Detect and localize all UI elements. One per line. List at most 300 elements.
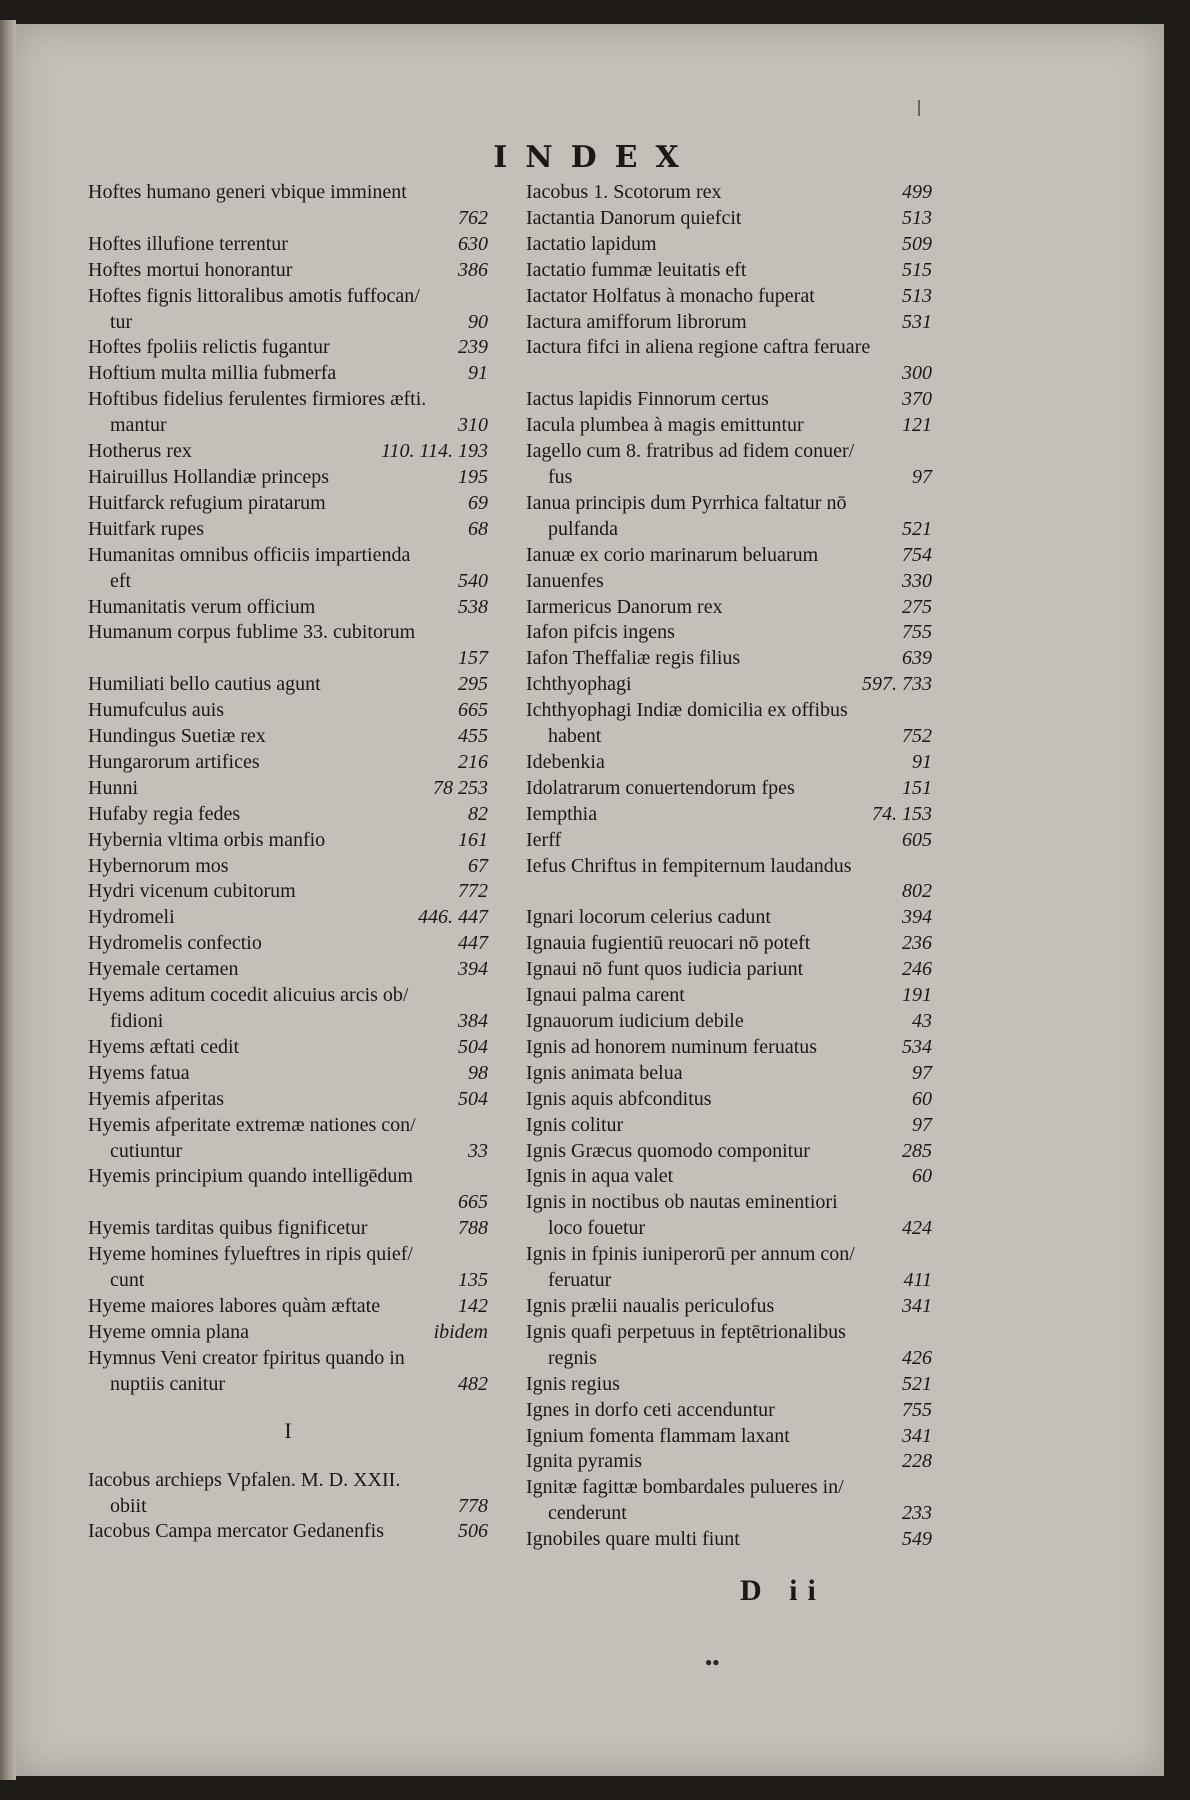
entry-text: Ignis prælii naualis periculofus (526, 1294, 775, 1317)
index-entry (88, 413, 488, 439)
page-ref: 233 (902, 1502, 932, 1525)
entry-text: Hyemis tarditas quibus fignificetur (88, 1217, 368, 1240)
page-ref: 755 (902, 621, 932, 644)
page-ref: 67 (468, 854, 488, 877)
page-ref: 135 (458, 1269, 488, 1292)
entry-text: Idebenkia (526, 750, 605, 773)
page-ref: 384 (458, 1010, 488, 1032)
index-entry (526, 413, 932, 439)
entry-text: Ianuæ ex corio marinarum beluarum (526, 543, 819, 566)
page-ref: 151 (902, 776, 932, 799)
page-ref: 446. 447 (418, 906, 488, 929)
entry-text: Iactura fifci in aliena regione caftra feruare (526, 336, 871, 359)
index-entry (526, 1242, 932, 1268)
index-entry (526, 439, 932, 465)
entry-text: Ignis in fpinis iuniperorū per annum con/ (526, 1243, 855, 1266)
page-ref: 228 (902, 1450, 932, 1473)
index-entry (88, 284, 488, 310)
entry-text: Iacobus 1. Scotorum rex (526, 181, 722, 203)
index-entry (88, 387, 488, 413)
entry-text: Ignis quafi perpetuus in feptētrionalibus (526, 1320, 846, 1343)
index-entry (526, 310, 932, 336)
page-ref: 778 (458, 1494, 488, 1517)
index-entry (526, 1061, 932, 1087)
entry-text: Hybernorum mos (88, 854, 229, 877)
index-entry (526, 879, 932, 905)
page-ref: 216 (458, 750, 488, 773)
index-entry (88, 491, 488, 517)
index-entry (526, 1346, 932, 1372)
page-ref: 531 (902, 310, 932, 333)
page-ref: 121 (902, 414, 932, 437)
index-entry (88, 1061, 488, 1087)
entry-text: Hunni (88, 776, 138, 799)
page-ref: 90 (468, 310, 488, 333)
page-ref: 426 (902, 1346, 932, 1369)
page-ref: 665 (458, 699, 488, 722)
entry-text: Ignobiles quare multi fiunt (526, 1528, 740, 1551)
page-ref: 752 (902, 725, 932, 748)
page-ref: 341 (902, 1424, 932, 1447)
index-entry (88, 724, 488, 750)
index-entry (88, 905, 488, 931)
entry-text: Iafon pifcis ingens (526, 621, 675, 644)
page-ref: 295 (458, 673, 488, 696)
index-entry (526, 595, 932, 621)
index-entry (88, 439, 488, 465)
entry-text: Ignis in noctibus ob nautas eminentiori (526, 1191, 838, 1214)
index-entry (88, 1519, 488, 1545)
page-ref: 74. 153 (872, 802, 932, 825)
index-entry (526, 258, 932, 284)
entry-text: Ignaui nō funt quos iudicia pariunt (526, 958, 804, 981)
index-entry (526, 672, 932, 698)
entry-text: Humanum corpus fublime 33. cubitorum (88, 621, 416, 644)
entry-text: Hyemis afperitate extremæ nationes con/ (88, 1113, 416, 1136)
index-entry (526, 854, 932, 880)
page-ref: 43 (912, 1010, 932, 1032)
index-entry (88, 1346, 488, 1372)
page-ref: 521 (902, 517, 932, 540)
page-ref: 68 (468, 517, 488, 540)
entry-text: mantur (110, 414, 167, 437)
entry-text: Hairuillus Hollandiæ princeps (88, 465, 330, 488)
entry-text: fus (548, 465, 573, 488)
index-entry (88, 1009, 488, 1035)
index-entry (526, 1320, 932, 1346)
index-entry (526, 1268, 932, 1294)
entry-text: Hyemis afperitas (88, 1087, 225, 1110)
index-entry (526, 1372, 932, 1398)
index-entry (526, 1035, 932, 1061)
index-entry (88, 828, 488, 854)
entry-text: Iefus Chriftus in fempiternum laudandus (526, 854, 852, 877)
index-entry (88, 1242, 488, 1268)
page-ref: 762 (458, 206, 488, 229)
entry-text: Ignis colitur (526, 1113, 624, 1136)
index-entry (88, 879, 488, 905)
entry-text: Ignaui palma carent (526, 984, 685, 1007)
entry-text: Hyeme homines fylueftres in ripis quief/ (88, 1243, 413, 1266)
entry-text: Ignita pyramis (526, 1450, 643, 1473)
entry-text: Hundingus Suetiæ rex (88, 725, 266, 748)
index-entry (526, 335, 932, 361)
index-entry (88, 931, 488, 957)
entry-text: Hydri vicenum cubitorum (88, 880, 296, 903)
entry-text: Huitfarck refugium piratarum (88, 491, 326, 514)
index-entry (526, 387, 932, 413)
page-ref: 191 (902, 984, 932, 1007)
index-entry (88, 1113, 488, 1139)
page-ref: 82 (468, 802, 488, 825)
entry-text: Humanitatis verum officium (88, 595, 316, 618)
index-column-left (88, 180, 488, 1545)
entry-text: Hoftibus fidelius ferulentes firmiores æfti. (88, 388, 427, 411)
right-entries (526, 180, 932, 1553)
index-entry (88, 569, 488, 595)
page-ref: 506 (458, 1520, 488, 1543)
page-ref: 509 (902, 232, 932, 255)
page-gutter-edge (0, 20, 16, 1780)
entry-text: Hybernia vltima orbis manfio (88, 828, 326, 851)
page-ref: 300 (902, 362, 932, 385)
page-ref: 665 (458, 1191, 488, 1214)
entry-text: Iactatio fummæ leuitatis eft (526, 258, 747, 281)
index-entry (526, 543, 932, 569)
index-entry (88, 646, 488, 672)
entry-text: Huitfark rupes (88, 517, 205, 540)
entry-text: Humufculus auis (88, 699, 225, 722)
page-ref: 236 (902, 932, 932, 955)
entry-text: Iagello cum 8. fratribus ad fidem conuer/ (526, 440, 855, 463)
entry-text: Iactus lapidis Finnorum certus (526, 388, 769, 411)
entry-text: Ignium fomenta flammam laxant (526, 1424, 790, 1447)
index-entry (88, 1294, 488, 1320)
ink-blemish: ●● (705, 1655, 720, 1669)
page-ref: 455 (458, 725, 488, 748)
entry-text: Ignis animata belua (526, 1061, 683, 1084)
index-entry (88, 232, 488, 258)
index-entry (526, 698, 932, 724)
page-ref: 549 (902, 1528, 932, 1551)
page-ref: 341 (902, 1294, 932, 1317)
index-entry (526, 1190, 932, 1216)
index-entry (88, 1035, 488, 1061)
page-ref: 534 (902, 1035, 932, 1058)
page-ref: 195 (458, 465, 488, 488)
entry-text: Ignauorum iudicium debile (526, 1010, 744, 1032)
page-ref: 97 (912, 1113, 932, 1136)
index-entry (526, 646, 932, 672)
page-ref: 802 (902, 880, 932, 903)
index-entry (526, 1216, 932, 1242)
index-entry (526, 180, 932, 206)
index-entry (88, 206, 488, 232)
index-entry (526, 905, 932, 931)
entry-text: cutiuntur (110, 1139, 183, 1162)
index-entry (526, 802, 932, 828)
index-entry (88, 1268, 488, 1294)
page-ref: 275 (902, 595, 932, 618)
entry-text: Hoftium multa millia fubmerfa (88, 362, 337, 385)
page-ref: 239 (458, 336, 488, 359)
page-ref: 142 (458, 1294, 488, 1317)
entry-text: Hotherus rex (88, 440, 192, 463)
index-entry (526, 206, 932, 232)
entry-text: fidioni (110, 1010, 164, 1032)
index-entry (88, 1216, 488, 1242)
entry-text: Ignis in aqua valet (526, 1165, 674, 1188)
entry-text (88, 1190, 488, 1216)
entry-text: Hoftes humano generi vbique imminent (88, 181, 407, 203)
entry-text: Hyeme omnia plana (88, 1320, 250, 1343)
left-entries (88, 180, 488, 1398)
page-ref: 97 (912, 465, 932, 488)
index-entry (526, 284, 932, 310)
index-entry (526, 1113, 932, 1139)
index-entry (526, 1139, 932, 1165)
page-ref: 386 (458, 258, 488, 281)
index-entry (526, 828, 932, 854)
index-entry (88, 776, 488, 802)
page-ref: 60 (912, 1165, 932, 1188)
entry-text: Hyems aditum cocedit alicuius arcis ob/ (88, 984, 409, 1007)
page-ref: 515 (902, 258, 932, 281)
entry-text (88, 646, 488, 672)
entry-text: Hyemale certamen (88, 958, 239, 981)
entry-text (88, 206, 488, 232)
index-entry (88, 595, 488, 621)
entry-text: Humanitas omnibus officiis impartienda (88, 543, 411, 566)
index-entry (88, 957, 488, 983)
page-ref: 285 (902, 1139, 932, 1162)
entry-text: Hydromeli (88, 906, 175, 929)
index-entry (526, 724, 932, 750)
page-ref: 411 (903, 1269, 932, 1292)
entry-text: regnis (548, 1346, 597, 1369)
entry-text: Ichthyophagi Indiæ domicilia ex offibus (526, 699, 848, 722)
entry-text: Iactantia Danorum quiefcit (526, 206, 742, 229)
entry-text: Iactator Holfatus à monacho fuperat (526, 284, 815, 307)
index-entry (526, 1009, 932, 1035)
entry-text: Ignitæ fagittæ bombardales pulueres in/ (526, 1476, 844, 1499)
index-entry (526, 1527, 932, 1553)
page-ref: 330 (902, 569, 932, 592)
index-entry (88, 1139, 488, 1165)
page-ref: 310 (458, 414, 488, 437)
entry-text: Hungarorum artifices (88, 750, 260, 773)
entry-text: Ignis ad honorem numinum feruatus (526, 1035, 818, 1058)
entry-text: Hyemis principium quando intelligēdum (88, 1165, 413, 1188)
index-entry (526, 232, 932, 258)
page-ref: 246 (902, 958, 932, 981)
index-entry (526, 569, 932, 595)
index-entry (526, 957, 932, 983)
index-entry (526, 1087, 932, 1113)
page-ref: 605 (902, 828, 932, 851)
page-ref: 597. 733 (862, 673, 932, 696)
entry-text: Hufaby regia fedes (88, 802, 241, 825)
index-entry (88, 258, 488, 284)
page-ref: ibidem (433, 1320, 488, 1343)
index-entry (526, 750, 932, 776)
entry-text: feruatur (548, 1269, 612, 1292)
page-ref: 788 (458, 1217, 488, 1240)
page-ref: 370 (902, 388, 932, 411)
page-ref: 394 (902, 906, 932, 929)
entry-text: Iactura amifforum librorum (526, 310, 747, 333)
entry-text: Hoftes fpoliis relictis fugantur (88, 336, 330, 359)
entry-text: Iempthia (526, 802, 598, 825)
entry-text: loco fouetur (548, 1217, 646, 1240)
index-entry (88, 1372, 488, 1398)
page-ref: 394 (458, 958, 488, 981)
entry-text: Iafon Theffaliæ regis filius (526, 647, 741, 670)
page-ref: 639 (902, 647, 932, 670)
index-entry (88, 1190, 488, 1216)
entry-text: Hoftes illufione terrentur (88, 232, 288, 255)
entry-text (526, 361, 932, 387)
page-ref: 504 (458, 1087, 488, 1110)
entry-text: Iarmericus Danorum rex (526, 595, 723, 618)
index-entry (526, 1424, 932, 1450)
index-entry (88, 698, 488, 724)
index-entry (526, 1294, 932, 1320)
page-ref: 513 (902, 206, 932, 229)
index-entry (526, 776, 932, 802)
page-ref: 60 (912, 1087, 932, 1110)
index-column-right (526, 180, 932, 1553)
entry-text: Hydromelis confectio (88, 932, 262, 955)
entry-text: cunt (110, 1269, 145, 1292)
page-ref: 772 (458, 880, 488, 903)
page-ref: 424 (902, 1217, 932, 1240)
entry-text: Hoftes fignis littoralibus amotis fuffocan/ (88, 284, 420, 307)
page-ref: 499 (902, 181, 932, 203)
index-entry (526, 1501, 932, 1527)
index-entry (88, 620, 488, 646)
page-ref: 755 (902, 1398, 932, 1421)
index-entry (526, 1449, 932, 1475)
page-ref: 521 (902, 1372, 932, 1395)
index-entry (88, 1087, 488, 1113)
index-entry (526, 1398, 932, 1424)
index-entry (88, 517, 488, 543)
page-ref: 98 (468, 1061, 488, 1084)
page-ref: 538 (458, 595, 488, 618)
left-entries-after (88, 1468, 488, 1546)
index-entry (88, 361, 488, 387)
page-ref: 78 253 (433, 776, 488, 799)
page-ref: 482 (458, 1372, 488, 1395)
page-ref: 69 (468, 491, 488, 514)
index-entry (88, 983, 488, 1009)
page-ref: 513 (902, 284, 932, 307)
entry-text: pulfanda (548, 517, 618, 540)
index-entry (526, 931, 932, 957)
page-ref: 630 (458, 232, 488, 255)
index-entry (88, 310, 488, 336)
page-ref: 110. 114. 193 (380, 440, 488, 463)
index-entry (526, 1164, 932, 1190)
page-ref: 157 (458, 647, 488, 670)
entry-text: nuptiis canitur (110, 1372, 225, 1395)
entry-text: Ignis aquis abfconditus (526, 1087, 712, 1110)
page-ref: 754 (902, 543, 932, 566)
page-ref: 91 (912, 750, 932, 773)
entry-text: Humiliati bello cautius agunt (88, 673, 321, 696)
index-entry (88, 1164, 488, 1190)
entry-text: habent (548, 725, 602, 748)
index-entry (88, 335, 488, 361)
entry-text: Ignauia fugientiū reuocari nō poteft (526, 932, 811, 955)
signature-mark: D ii (740, 1574, 826, 1607)
entry-text: Ignes in dorfo ceti accenduntur (526, 1398, 775, 1421)
printer-mark (918, 100, 920, 116)
entry-text (526, 879, 932, 905)
entry-text: Hymnus Veni creator fpiritus quando in (88, 1346, 405, 1369)
index-entry (526, 361, 932, 387)
index-entry (526, 1475, 932, 1501)
page-ref: 161 (458, 828, 488, 851)
index-entry (88, 1320, 488, 1346)
index-entry (526, 983, 932, 1009)
entry-text: Ignari locorum celerius cadunt (526, 906, 771, 929)
index-entry (88, 854, 488, 880)
page-ref: 33 (468, 1139, 488, 1162)
entry-text: Hoftes mortui honorantur (88, 258, 293, 281)
entry-text: Hyems æftati cedit (88, 1035, 240, 1058)
entry-text: Iactatio lapidum (526, 232, 657, 255)
index-entry (88, 1468, 488, 1494)
index-entry (88, 465, 488, 491)
entry-text: cenderunt (548, 1502, 627, 1525)
entry-text: Hyems fatua (88, 1061, 190, 1084)
index-entry (526, 517, 932, 543)
index-entry (526, 620, 932, 646)
index-entry (88, 802, 488, 828)
entry-text: eft (110, 569, 132, 592)
entry-text: Ichthyophagi (526, 673, 632, 696)
entry-text: Ignis Græcus quomodo componitur (526, 1139, 810, 1162)
entry-text: Idolatrarum conuertendorum fpes (526, 776, 795, 799)
index-entry (88, 672, 488, 698)
section-letter: I (284, 1417, 292, 1443)
entry-text: Iacobus Campa mercator Gedanenfis (88, 1520, 384, 1543)
entry-text: Ianuenfes (526, 569, 604, 592)
running-head: INDEX (493, 140, 697, 175)
index-entry (88, 750, 488, 776)
entry-text: Hyeme maiores labores quàm æftate (88, 1294, 381, 1317)
entry-text: Ierff (526, 828, 562, 851)
entry-text: Ignis regius (526, 1372, 620, 1395)
page-ref: 540 (458, 569, 488, 592)
page-ref: 97 (912, 1061, 932, 1084)
entry-text: Iacobus archieps Vpfalen. M. D. XXII. (88, 1468, 401, 1491)
page-ref: 91 (468, 362, 488, 385)
page-ref: 504 (458, 1035, 488, 1058)
entry-text: Iacula plumbea à magis emittuntur (526, 414, 804, 437)
index-entry (526, 491, 932, 517)
index-entry (88, 1494, 488, 1520)
entry-text: Ianua principis dum Pyrrhica faltatur nō (526, 491, 847, 514)
index-entry (526, 465, 932, 491)
entry-text: obiit (110, 1494, 147, 1517)
index-entry (88, 180, 488, 206)
index-entry (88, 543, 488, 569)
page-ref: 447 (458, 932, 488, 955)
entry-text: tur (110, 310, 133, 333)
